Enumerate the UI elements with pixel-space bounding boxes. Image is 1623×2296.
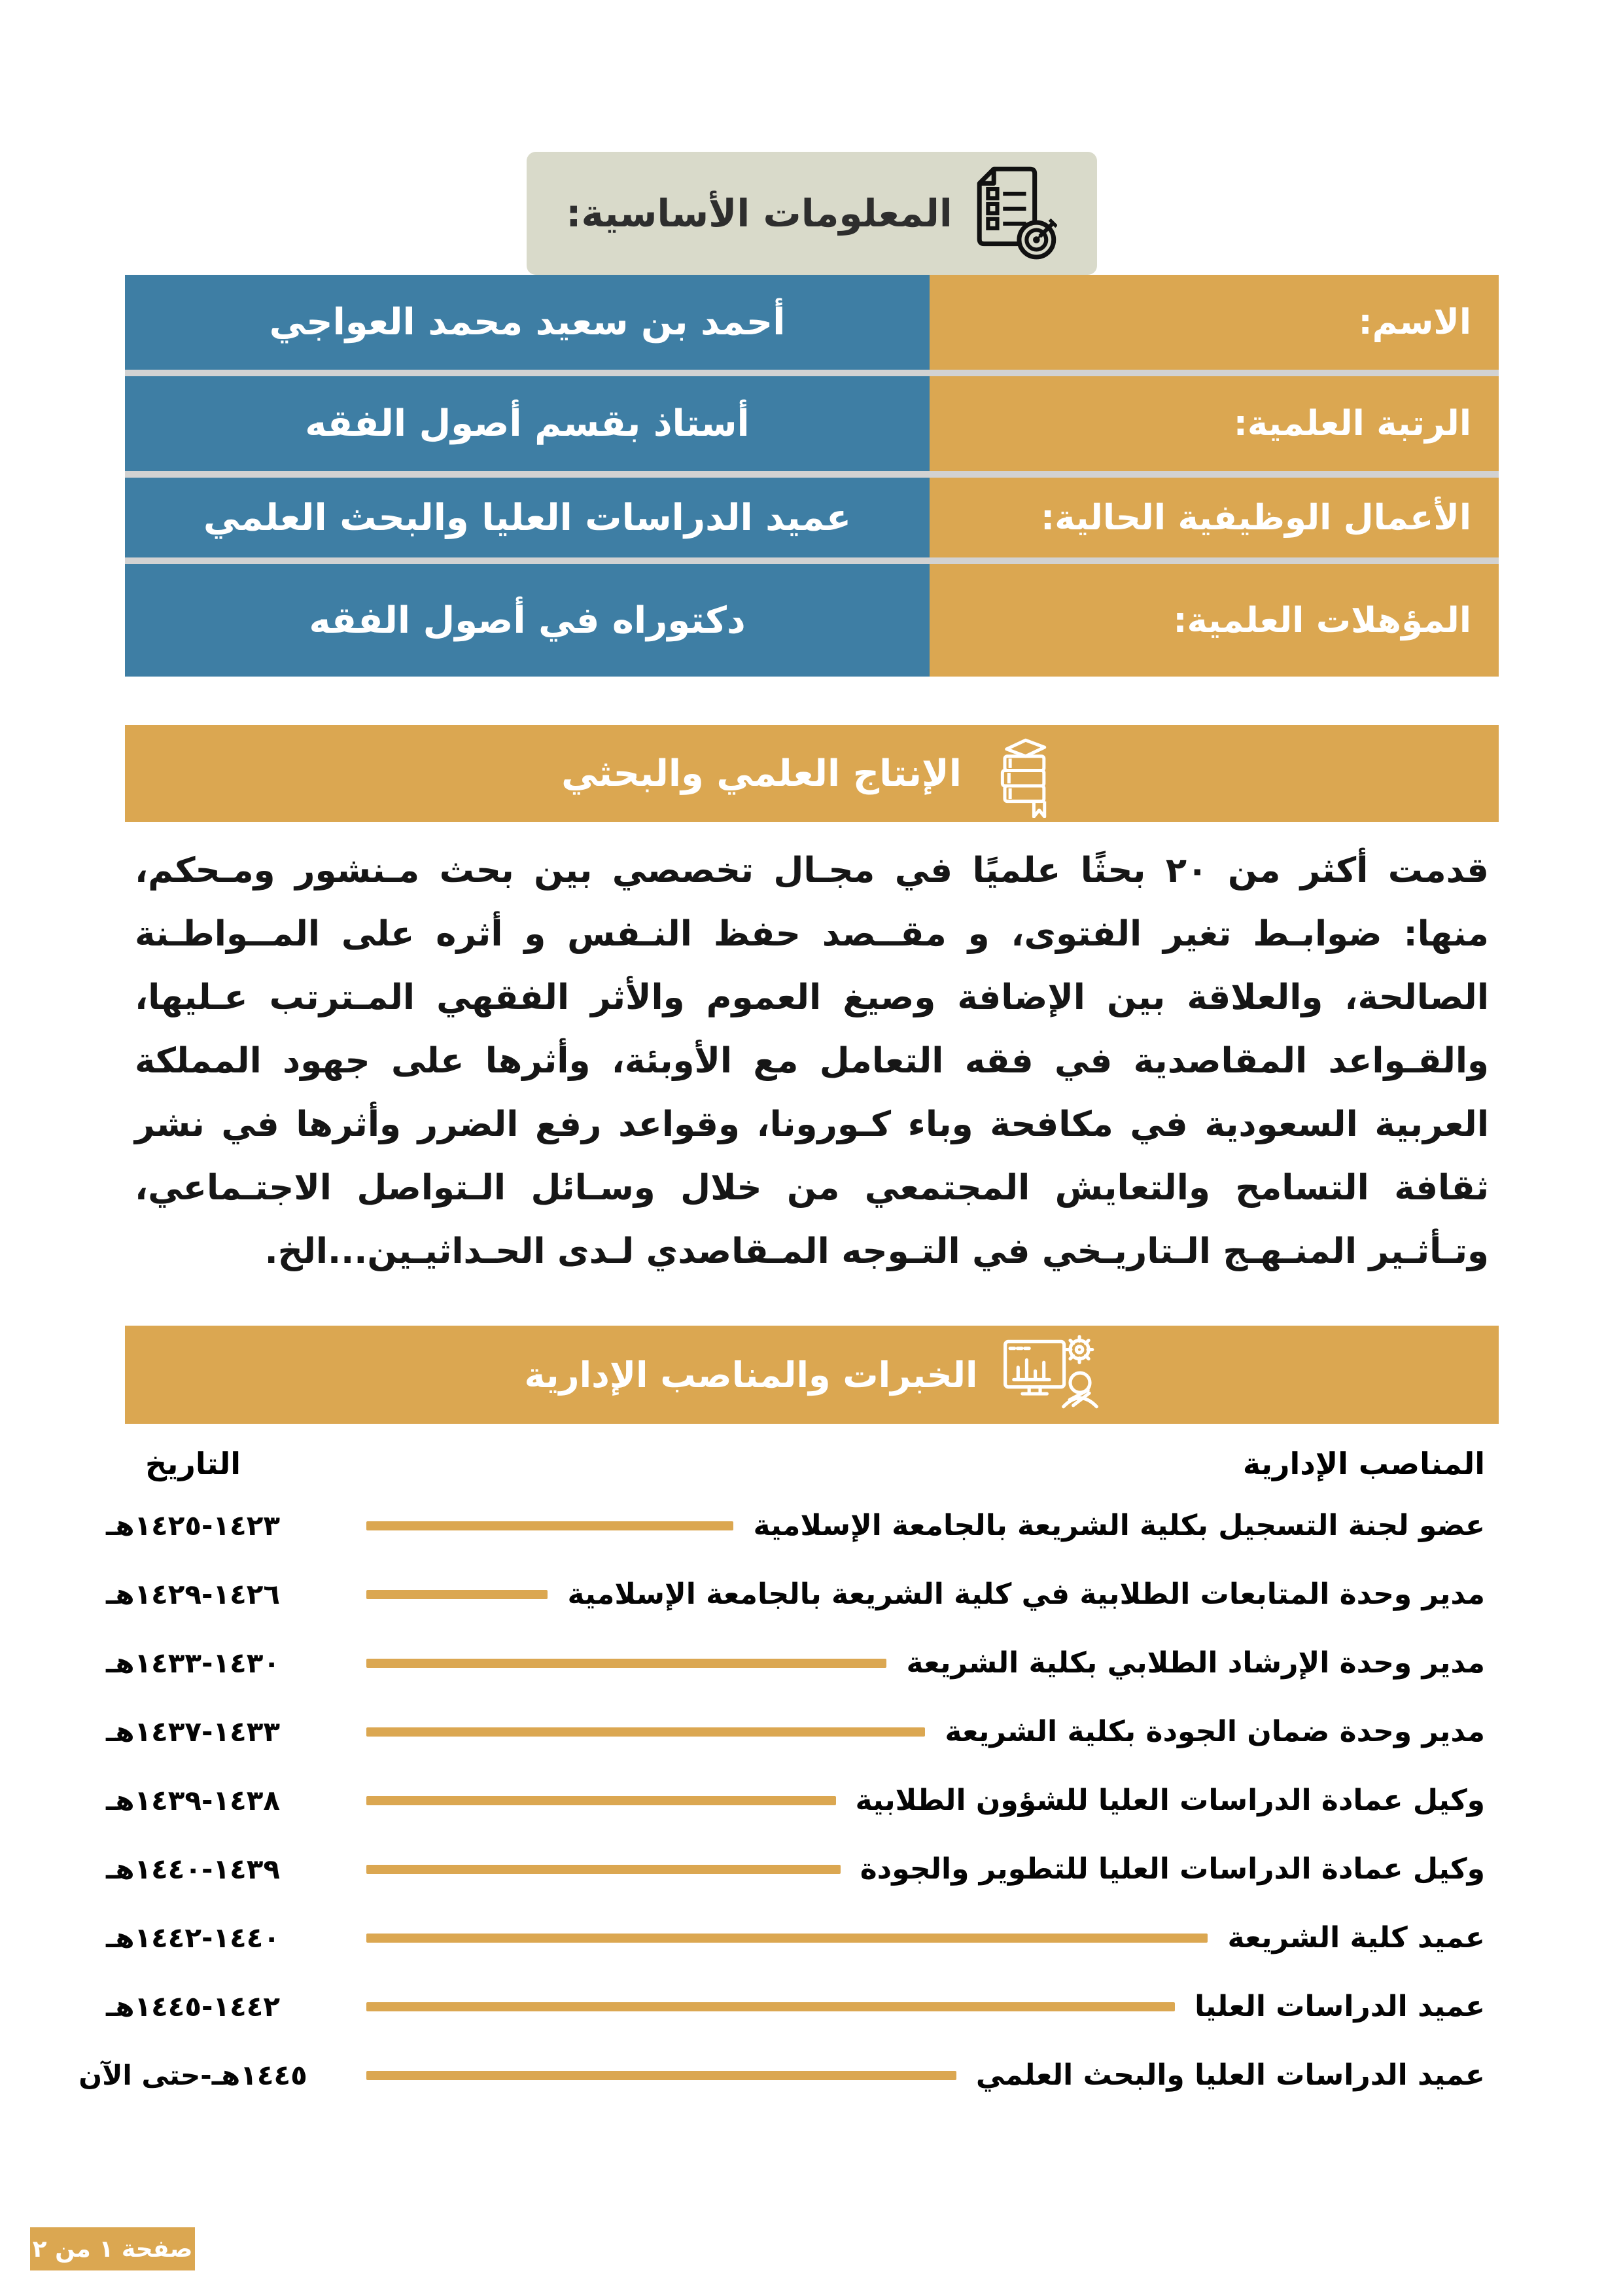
positions-table <box>39 1436 1485 2110</box>
experience-title: الخبرات والمناصب الإدارية <box>524 1354 978 1396</box>
info-row-rank <box>125 370 1499 471</box>
clipboard-checklist-target-icon <box>971 165 1057 262</box>
leader-line <box>366 1796 836 1805</box>
positions-column-header: المناصب الإدارية <box>1242 1446 1485 1481</box>
leader-line <box>366 2071 956 2080</box>
info-label: الأعمال الوظيفية الحالية: <box>930 478 1499 557</box>
basic-info-table <box>125 275 1499 677</box>
info-value: عميد الدراسات العليا والبحث العلمي <box>125 478 930 557</box>
positions-table-headers <box>39 1436 1485 1491</box>
position-row <box>39 1972 1485 2041</box>
position-row <box>39 1491 1485 1560</box>
research-title: الإنتاج العلمي والبحثي <box>561 752 962 795</box>
position-title: عميد كلية الشريعة <box>1227 1921 1485 1954</box>
page-number-badge: صفحة ١ من ٢ <box>30 2227 195 2270</box>
position-row <box>39 1629 1485 1697</box>
info-label: الرتبة العلمية: <box>930 376 1499 471</box>
position-title: عميد الدراسات العليا <box>1195 1990 1485 2023</box>
leader-line <box>366 1521 733 1530</box>
leader-line <box>366 1659 886 1668</box>
basic-info-header <box>527 152 1097 275</box>
info-label: المؤهلات العلمية: <box>930 564 1499 677</box>
position-date: ١٤٤٢-١٤٤٥هـ <box>105 1990 280 2022</box>
info-row-qualifications <box>125 557 1499 677</box>
position-title: مدير وحدة الإرشاد الطلابي بكلية الشريعة <box>906 1646 1485 1680</box>
position-date: ١٤٣٨-١٤٣٩هـ <box>105 1784 280 1816</box>
computer-analytics-icon <box>1002 1332 1100 1418</box>
position-title: عضو لجنة التسجيل بكلية الشريعة بالجامعة الإسلامية <box>753 1509 1485 1542</box>
position-row <box>39 1697 1485 1766</box>
position-row <box>39 1560 1485 1629</box>
basic-info-title: المعلومات الأساسية: <box>566 191 952 236</box>
position-title: وكيل عمادة الدراسات العليا للشؤون الطلابية <box>855 1784 1485 1817</box>
position-date: ١٤٤٠-١٤٤٢هـ <box>105 1922 280 1954</box>
position-title: وكيل عمادة الدراسات العليا للتطوير والجودة <box>860 1852 1485 1886</box>
position-row <box>39 1766 1485 1835</box>
leader-line <box>366 2002 1175 2011</box>
date-column-header: التاريخ <box>145 1446 241 1481</box>
info-row-current-job <box>125 471 1499 557</box>
position-date: ١٤٣٩-١٤٤٠هـ <box>105 1853 280 1885</box>
leader-line <box>366 1934 1208 1943</box>
experience-banner <box>125 1326 1499 1424</box>
info-label: الاسم: <box>930 275 1499 370</box>
research-paragraph: قدمت أكثر من ٢٠ بحثًا علميًا في مجـال تخصصي بين بحث مـنشور ومـحكم، منها: ضوابـط تغير الفتوى، و مقــصد حفظ النـفس و أثره على المــواطـنة الصالحة، والعلاقة بين الإضافة وصيغ العموم والأثر الفقهي المـترتب عـليها، والقـواعد المقاصدية في فقه التعامل مع الأوبئة، وأثرها على جهود المملكة العربية السعودية في مكافحة وباء كـورونا، وقواعد رفع الضرر وأثرها في نشر ثقافة التسامح والتعايش المجتمعي من خلال وسـائل الـتواصل الاجتـماعي، وتـأثـير المنـهـج الـتاريـخي في التـوجه المـقاصدي لـدى الحـداثيـين...الخ. <box>135 851 1490 1271</box>
position-row <box>39 2041 1485 2110</box>
leader-line <box>366 1865 841 1874</box>
info-value: أستاذ بقسم أصول الفقه <box>125 376 930 471</box>
position-date: ١٤٢٦-١٤٢٩هـ <box>105 1578 280 1610</box>
info-row-name <box>125 275 1499 370</box>
position-row <box>39 1903 1485 1972</box>
position-title: مدير وحدة ضمان الجودة بكلية الشريعة <box>945 1715 1485 1748</box>
position-date: ١٤٤٥هـ-حتى الآن <box>79 2059 307 2091</box>
position-date: ١٤٣٠-١٤٣٣هـ <box>105 1647 280 1679</box>
info-value: أحمد بن سعيد محمد العواجي <box>125 275 930 370</box>
info-value: دكتوراه في أصول الفقه <box>125 564 930 677</box>
position-date: ١٤٢٣-١٤٢٥هـ <box>105 1510 280 1542</box>
books-stack-icon <box>985 729 1062 818</box>
position-title: عميد الدراسات العليا والبحث العلمي <box>975 2058 1485 2092</box>
research-banner <box>125 725 1499 822</box>
leader-line <box>366 1590 548 1599</box>
position-title: مدير وحدة المتابعات الطلابية في كلية الشريعة بالجامعة الإسلامية <box>567 1578 1485 1611</box>
leader-line <box>366 1727 925 1737</box>
position-row <box>39 1835 1485 1903</box>
position-date: ١٤٣٣-١٤٣٧هـ <box>105 1716 280 1748</box>
